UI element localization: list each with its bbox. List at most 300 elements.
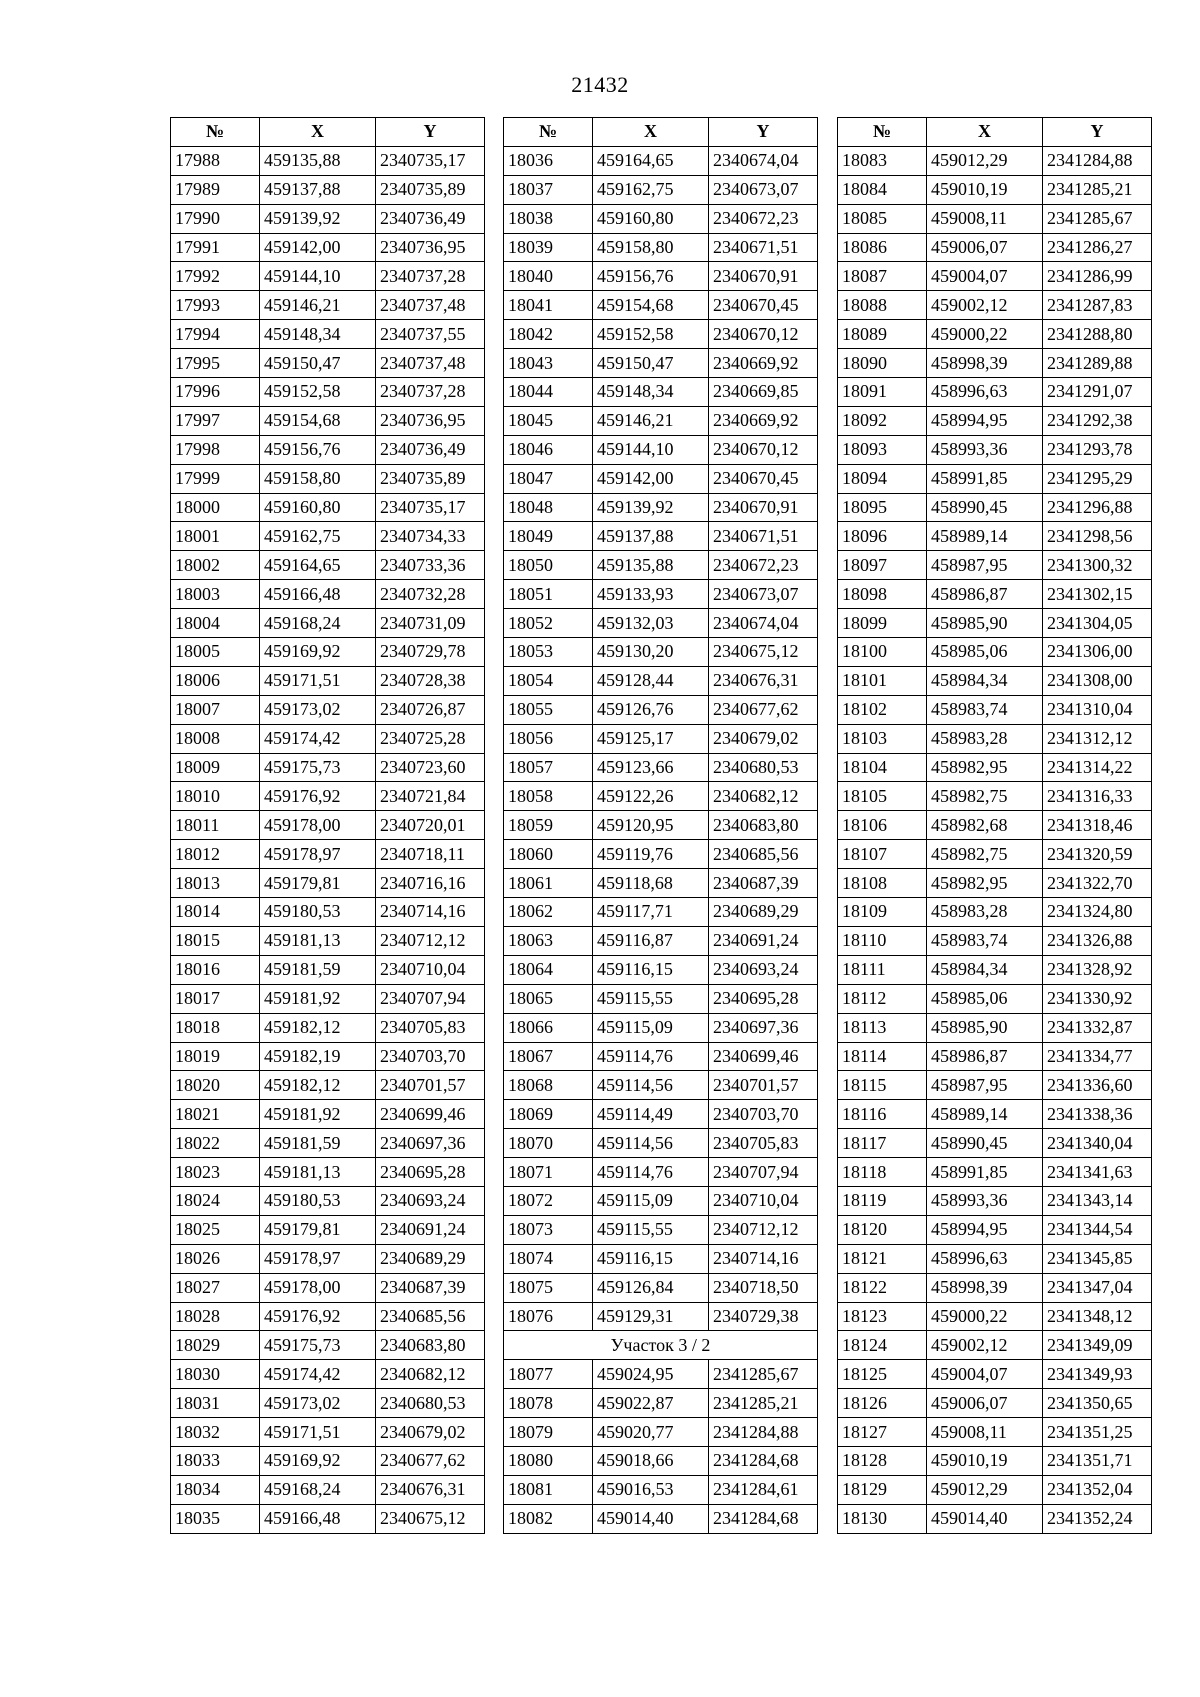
cell-y: 2341330,92: [1043, 984, 1152, 1013]
cell-y: 2340703,70: [376, 1042, 485, 1071]
cell-number: 18072: [504, 1186, 593, 1215]
cell-number: 18110: [838, 926, 927, 955]
cell-number: 17988: [171, 146, 260, 175]
table-row: [838, 695, 1152, 724]
table-row: [171, 435, 485, 464]
table-row: [838, 1042, 1152, 1071]
cell-x: 459125,17: [593, 724, 709, 753]
cell-x: 459135,88: [260, 146, 376, 175]
cell-number: 18000: [171, 493, 260, 522]
cell-number: 18104: [838, 753, 927, 782]
table-row: [171, 1389, 485, 1418]
cell-x: 459158,80: [593, 233, 709, 262]
cell-number: 18116: [838, 1100, 927, 1129]
cell-y: 2341289,88: [1043, 349, 1152, 378]
cell-y: 2341349,93: [1043, 1360, 1152, 1389]
cell-y: 2341285,21: [709, 1389, 818, 1418]
cell-x: 459123,66: [593, 753, 709, 782]
table-row: [838, 580, 1152, 609]
cell-x: 459154,68: [260, 406, 376, 435]
table-row: [504, 378, 818, 407]
cell-y: 2341318,46: [1043, 811, 1152, 840]
cell-x: 459178,00: [260, 1273, 376, 1302]
table-row: [504, 493, 818, 522]
cell-x: 459174,42: [260, 724, 376, 753]
cell-x: 458998,39: [927, 349, 1043, 378]
cell-y: 2340729,78: [376, 638, 485, 667]
cell-x: 459135,88: [593, 551, 709, 580]
cell-number: 18089: [838, 320, 927, 349]
table-row: [504, 204, 818, 233]
cell-x: 459169,92: [260, 638, 376, 667]
cell-y: 2340705,83: [709, 1129, 818, 1158]
cell-y: 2340697,36: [709, 1013, 818, 1042]
cell-y: 2340693,24: [709, 955, 818, 984]
cell-y: 2341352,24: [1043, 1504, 1152, 1533]
cell-number: 18022: [171, 1129, 260, 1158]
table-row: [171, 493, 485, 522]
cell-number: 18064: [504, 955, 593, 984]
cell-y: 2341292,38: [1043, 406, 1152, 435]
table-row: [171, 753, 485, 782]
table-row: [171, 1158, 485, 1187]
table-row: [171, 695, 485, 724]
cell-x: 459000,22: [927, 1302, 1043, 1331]
cell-number: 18032: [171, 1418, 260, 1447]
cell-y: 2341304,05: [1043, 609, 1152, 638]
table-row: [838, 378, 1152, 407]
cell-x: 458984,34: [927, 666, 1043, 695]
table-row: [504, 1013, 818, 1042]
cell-x: 459168,24: [260, 609, 376, 638]
cell-x: 458983,28: [927, 724, 1043, 753]
table-row: [504, 753, 818, 782]
cell-x: 459179,81: [260, 869, 376, 898]
cell-y: 2340718,50: [709, 1273, 818, 1302]
table-row: [504, 1071, 818, 1100]
cell-number: 18092: [838, 406, 927, 435]
table-header-row: [838, 118, 1152, 147]
cell-y: 2341306,00: [1043, 638, 1152, 667]
cell-number: 18021: [171, 1100, 260, 1129]
cell-number: 18035: [171, 1504, 260, 1533]
table-row: [504, 1360, 818, 1389]
cell-y: 2340736,95: [376, 233, 485, 262]
table-row: [171, 1446, 485, 1475]
table-row: [838, 522, 1152, 551]
cell-x: 459152,58: [260, 378, 376, 407]
cell-y: 2340712,12: [376, 926, 485, 955]
cell-number: 18001: [171, 522, 260, 551]
cell-x: 459179,81: [260, 1215, 376, 1244]
header-number: №: [838, 118, 927, 147]
table-row: [171, 522, 485, 551]
cell-number: 18069: [504, 1100, 593, 1129]
table-row: [838, 1013, 1152, 1042]
cell-number: 18100: [838, 638, 927, 667]
cell-y: 2340680,53: [709, 753, 818, 782]
cell-y: 2340680,53: [376, 1389, 485, 1418]
table-row: [504, 666, 818, 695]
table-row: [838, 753, 1152, 782]
cell-x: 459178,00: [260, 811, 376, 840]
cell-x: 458982,95: [927, 869, 1043, 898]
cell-x: 459115,09: [593, 1186, 709, 1215]
cell-x: 459137,88: [260, 175, 376, 204]
cell-number: 18029: [171, 1331, 260, 1360]
table-row: [171, 378, 485, 407]
cell-y: 2341340,04: [1043, 1129, 1152, 1158]
cell-y: 2340735,17: [376, 493, 485, 522]
table-row: [838, 146, 1152, 175]
cell-number: 18012: [171, 840, 260, 869]
cell-y: 2340736,49: [376, 435, 485, 464]
cell-number: 18058: [504, 782, 593, 811]
table-row: [171, 869, 485, 898]
cell-x: 458987,95: [927, 551, 1043, 580]
cell-x: 459166,48: [260, 580, 376, 609]
cell-y: 2341300,32: [1043, 551, 1152, 580]
header-number: №: [504, 118, 593, 147]
cell-x: 458985,06: [927, 984, 1043, 1013]
cell-x: 459010,19: [927, 175, 1043, 204]
table-row: [838, 175, 1152, 204]
cell-x: 459006,07: [927, 1389, 1043, 1418]
table-row: [171, 898, 485, 927]
cell-x: 459148,34: [260, 320, 376, 349]
cell-y: 2341320,59: [1043, 840, 1152, 869]
cell-y: 2341284,88: [709, 1418, 818, 1447]
cell-y: 2340669,85: [709, 378, 818, 407]
cell-number: 18006: [171, 666, 260, 695]
table-row: [838, 551, 1152, 580]
table-row: [504, 262, 818, 291]
cell-y: 2340703,70: [709, 1100, 818, 1129]
cell-x: 459020,77: [593, 1418, 709, 1447]
cell-number: 18066: [504, 1013, 593, 1042]
cell-x: 459182,12: [260, 1071, 376, 1100]
cell-x: 459144,10: [593, 435, 709, 464]
cell-number: 18051: [504, 580, 593, 609]
cell-y: 2341288,80: [1043, 320, 1152, 349]
cell-number: 18017: [171, 984, 260, 1013]
table-row: [838, 1475, 1152, 1504]
cell-y: 2340682,12: [709, 782, 818, 811]
table-row: [504, 869, 818, 898]
table-row: [171, 1186, 485, 1215]
cell-y: 2340732,28: [376, 580, 485, 609]
cell-x: 459002,12: [927, 291, 1043, 320]
table-row: [838, 1129, 1152, 1158]
cell-number: 18075: [504, 1273, 593, 1302]
cell-y: 2341284,88: [1043, 146, 1152, 175]
cell-number: 18056: [504, 724, 593, 753]
cell-x: 458982,95: [927, 753, 1043, 782]
table-row: [171, 1418, 485, 1447]
table-row: [504, 406, 818, 435]
cell-x: 459012,29: [927, 146, 1043, 175]
cell-x: 459139,92: [593, 493, 709, 522]
cell-x: 458983,28: [927, 898, 1043, 927]
cell-x: 459182,19: [260, 1042, 376, 1071]
cell-number: 18111: [838, 955, 927, 984]
cell-x: 459156,76: [593, 262, 709, 291]
cell-number: 18026: [171, 1244, 260, 1273]
cell-x: 459115,55: [593, 1215, 709, 1244]
cell-y: 2340718,11: [376, 840, 485, 869]
cell-x: 459152,58: [593, 320, 709, 349]
cell-x: 459116,87: [593, 926, 709, 955]
cell-y: 2340737,55: [376, 320, 485, 349]
cell-y: 2340672,23: [709, 551, 818, 580]
table-row: [504, 1244, 818, 1273]
cell-y: 2341322,70: [1043, 869, 1152, 898]
cell-y: 2341295,29: [1043, 464, 1152, 493]
cell-number: 18082: [504, 1504, 593, 1533]
cell-number: 18125: [838, 1360, 927, 1389]
cell-x: 459002,12: [927, 1331, 1043, 1360]
table-row: [171, 1331, 485, 1360]
cell-y: 2340735,89: [376, 175, 485, 204]
cell-number: 18036: [504, 146, 593, 175]
cell-number: 18002: [171, 551, 260, 580]
table-row: [838, 869, 1152, 898]
cell-x: 459114,76: [593, 1042, 709, 1071]
cell-x: 459142,00: [260, 233, 376, 262]
cell-x: 458998,39: [927, 1273, 1043, 1302]
table-row: [504, 551, 818, 580]
cell-y: 2341285,67: [709, 1360, 818, 1389]
header-y: Y: [376, 118, 485, 147]
cell-number: 18013: [171, 869, 260, 898]
cell-y: 2340670,91: [709, 262, 818, 291]
cell-y: 2340671,51: [709, 233, 818, 262]
section-label: Участок 3 / 2: [504, 1331, 818, 1360]
table-row: [838, 233, 1152, 262]
cell-y: 2340701,57: [376, 1071, 485, 1100]
table-row: [171, 811, 485, 840]
cell-x: 458990,45: [927, 493, 1043, 522]
cell-number: 18010: [171, 782, 260, 811]
cell-x: 459116,15: [593, 1244, 709, 1273]
cell-y: 2340723,60: [376, 753, 485, 782]
cell-number: 18084: [838, 175, 927, 204]
table-row: [171, 464, 485, 493]
table-row: [171, 146, 485, 175]
cell-y: 2340716,16: [376, 869, 485, 898]
cell-number: 18041: [504, 291, 593, 320]
cell-y: 2341285,67: [1043, 204, 1152, 233]
cell-number: 18005: [171, 638, 260, 667]
cell-x: 458985,90: [927, 609, 1043, 638]
cell-x: 459128,44: [593, 666, 709, 695]
table-row: [838, 638, 1152, 667]
table-row: [171, 782, 485, 811]
cell-y: 2340701,57: [709, 1071, 818, 1100]
table-row: [504, 1302, 818, 1331]
table-row: [504, 435, 818, 464]
cell-number: 18098: [838, 580, 927, 609]
cell-number: 18004: [171, 609, 260, 638]
table-row: [171, 1273, 485, 1302]
cell-y: 2340683,80: [376, 1331, 485, 1360]
cell-x: 458993,36: [927, 435, 1043, 464]
cell-number: 18106: [838, 811, 927, 840]
cell-number: 18028: [171, 1302, 260, 1331]
table-row: [838, 1273, 1152, 1302]
cell-number: 18088: [838, 291, 927, 320]
table-row: [838, 984, 1152, 1013]
cell-number: 18043: [504, 349, 593, 378]
cell-number: 18112: [838, 984, 927, 1013]
cell-number: 17993: [171, 291, 260, 320]
cell-x: 459175,73: [260, 1331, 376, 1360]
cell-number: 18011: [171, 811, 260, 840]
cell-x: 459000,22: [927, 320, 1043, 349]
cell-x: 459181,13: [260, 1158, 376, 1187]
cell-y: 2341284,68: [709, 1446, 818, 1475]
cell-number: 18096: [838, 522, 927, 551]
table-row: [838, 464, 1152, 493]
cell-x: 459139,92: [260, 204, 376, 233]
cell-y: 2341332,87: [1043, 1013, 1152, 1042]
table-row: [504, 1215, 818, 1244]
cell-y: 2341284,61: [709, 1475, 818, 1504]
table-row: [171, 955, 485, 984]
table-row: [171, 1215, 485, 1244]
cell-y: 2340675,12: [709, 638, 818, 667]
cell-number: 18024: [171, 1186, 260, 1215]
cell-x: 459162,75: [593, 175, 709, 204]
header-number: №: [171, 118, 260, 147]
cell-y: 2340737,28: [376, 262, 485, 291]
table-body: [838, 146, 1152, 1533]
cell-x: 458982,75: [927, 840, 1043, 869]
cell-x: 459160,80: [260, 493, 376, 522]
cell-y: 2341287,83: [1043, 291, 1152, 320]
cell-y: 2340710,04: [709, 1186, 818, 1215]
cell-number: 18061: [504, 869, 593, 898]
cell-x: 458996,63: [927, 378, 1043, 407]
cell-y: 2340674,04: [709, 609, 818, 638]
cell-x: 459122,26: [593, 782, 709, 811]
cell-y: 2340699,46: [709, 1042, 818, 1071]
table-row: [504, 175, 818, 204]
cell-x: 459014,40: [927, 1504, 1043, 1533]
table-row: [504, 840, 818, 869]
cell-x: 459168,24: [260, 1475, 376, 1504]
cell-number: 17996: [171, 378, 260, 407]
cell-y: 2341347,04: [1043, 1273, 1152, 1302]
table-row: [838, 1302, 1152, 1331]
table-row: [838, 349, 1152, 378]
cell-y: 2340670,12: [709, 435, 818, 464]
table-row: [171, 1475, 485, 1504]
table-row: [171, 551, 485, 580]
cell-y: 2340705,83: [376, 1013, 485, 1042]
table-row: [504, 695, 818, 724]
cell-x: 459016,53: [593, 1475, 709, 1504]
cell-number: 18117: [838, 1129, 927, 1158]
table-row: [504, 1100, 818, 1129]
cell-y: 2340676,31: [376, 1475, 485, 1504]
cell-x: 459132,03: [593, 609, 709, 638]
cell-y: 2340737,48: [376, 349, 485, 378]
cell-number: 18033: [171, 1446, 260, 1475]
cell-y: 2341324,80: [1043, 898, 1152, 927]
table-row: [504, 1273, 818, 1302]
cell-y: 2340674,04: [709, 146, 818, 175]
table-row: [504, 1158, 818, 1187]
cell-number: 18076: [504, 1302, 593, 1331]
table-row: [171, 1302, 485, 1331]
cell-x: 459160,80: [593, 204, 709, 233]
table-row: [171, 175, 485, 204]
cell-y: 2340693,24: [376, 1186, 485, 1215]
cell-number: 18048: [504, 493, 593, 522]
cell-x: 459173,02: [260, 1389, 376, 1418]
cell-number: 18093: [838, 435, 927, 464]
cell-x: 459014,40: [593, 1504, 709, 1533]
cell-number: 18105: [838, 782, 927, 811]
table-row: [838, 666, 1152, 695]
cell-number: 18090: [838, 349, 927, 378]
cell-x: 459024,95: [593, 1360, 709, 1389]
table-row: [504, 349, 818, 378]
cell-number: 17991: [171, 233, 260, 262]
cell-number: 18003: [171, 580, 260, 609]
table-row: [171, 638, 485, 667]
cell-x: 459114,56: [593, 1071, 709, 1100]
cell-number: 18087: [838, 262, 927, 291]
cell-x: 459126,76: [593, 695, 709, 724]
cell-y: 2341328,92: [1043, 955, 1152, 984]
cell-y: 2340735,17: [376, 146, 485, 175]
cell-number: 18063: [504, 926, 593, 955]
table-row: [504, 955, 818, 984]
table-row: [838, 435, 1152, 464]
cell-number: 17999: [171, 464, 260, 493]
table-row: [171, 724, 485, 753]
table-row: [838, 1360, 1152, 1389]
cell-number: 18047: [504, 464, 593, 493]
cell-x: 459158,80: [260, 464, 376, 493]
cell-number: 17997: [171, 406, 260, 435]
cell-y: 2341348,12: [1043, 1302, 1152, 1331]
table-row: [838, 204, 1152, 233]
table-row: [838, 406, 1152, 435]
cell-x: 459118,68: [593, 869, 709, 898]
section-row: [504, 1331, 818, 1360]
cell-x: 459144,10: [260, 262, 376, 291]
table-header-row: [504, 118, 818, 147]
cell-number: 18108: [838, 869, 927, 898]
cell-y: 2340672,23: [709, 204, 818, 233]
cell-number: 18052: [504, 609, 593, 638]
cell-x: 459176,92: [260, 782, 376, 811]
table-row: [838, 898, 1152, 927]
table-row: [838, 955, 1152, 984]
cell-number: 18074: [504, 1244, 593, 1273]
cell-number: 18050: [504, 551, 593, 580]
cell-y: 2341316,33: [1043, 782, 1152, 811]
table-row: [504, 1389, 818, 1418]
cell-number: 18130: [838, 1504, 927, 1533]
cell-y: 2340676,31: [709, 666, 818, 695]
header-x: X: [260, 118, 376, 147]
cell-x: 458994,95: [927, 406, 1043, 435]
table-row: [504, 233, 818, 262]
